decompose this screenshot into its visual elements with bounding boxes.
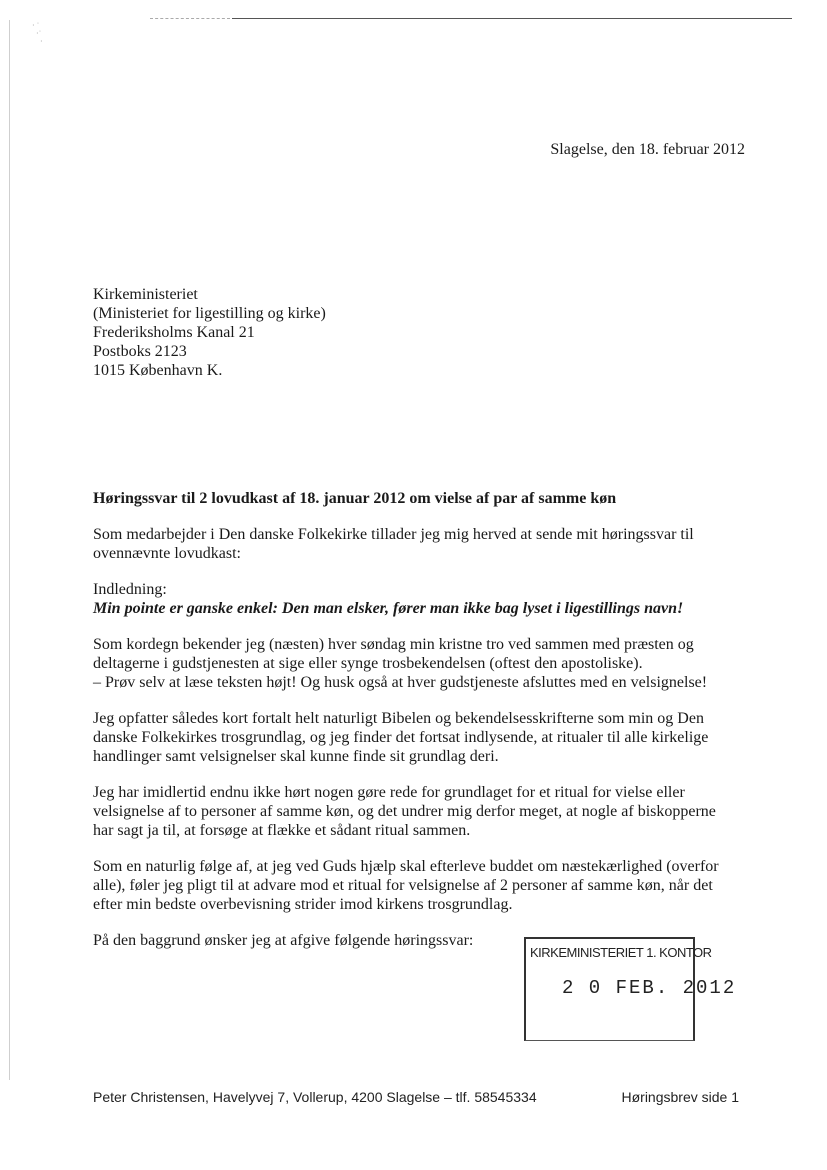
text-line: deltagerne i gudstjenesten at sige eller synge trosbekendelsen (oftest den apostoliske). — [93, 655, 643, 672]
text-line: handlinger samt velsignelser skal kunne finde sit grundlag deri. — [93, 748, 499, 765]
received-stamp — [524, 937, 737, 1041]
text-line: – Prøv selv at læse teksten højt! Og husk også at hver gudstjeneste afsluttes med en velsignelse! — [93, 674, 708, 691]
text-line: Jeg opfatter således kort fortalt helt naturligt Bibelen og bekendelsesskrifterne som min og Den — [93, 710, 704, 727]
section-heading: Indledning: — [93, 581, 167, 598]
text-line: Jeg har imidlertid endnu ikke hørt nogen gøre rede for grundlaget for et ritual for vielse eller — [93, 784, 685, 801]
text-line: efter min bedste overbevisning strider imod kirkens trosgrundlag. — [93, 896, 513, 913]
key-point: Min pointe er ganske enkel: Den man elsker, fører man ikke bag lyset i ligestillings navn! — [93, 600, 684, 617]
scan-dash-line — [150, 18, 230, 19]
text-line: Som kordegn bekender jeg (næsten) hver søndag min kristne tro ved sammen med præsten og — [93, 636, 694, 653]
text-line: alle), føler jeg pligt til at advare mod et ritual for velsignelse af 2 personer af samme køn, når det — [93, 877, 713, 894]
recipient-line: Kirkeministeriet — [93, 286, 198, 303]
paragraph — [93, 783, 741, 840]
text-line: ovennævnte lovudkast: — [93, 545, 241, 562]
recipient-line: Frederiksholms Kanal 21 — [93, 324, 255, 341]
recipient-line: (Ministeriet for ligestilling og kirke) — [93, 305, 326, 322]
top-rule-line — [232, 18, 792, 19]
footer-page-label: Høringsbrev side 1 — [621, 1089, 739, 1105]
text-line: har sagt ja til, at forsøge at flække et sådant ritual sammen. — [93, 822, 471, 839]
scan-left-edge — [9, 20, 10, 1080]
intro-paragraph — [93, 525, 741, 563]
text-line: danske Folkekirkes trosgrundlag, og jeg finder det fortsat indlysende, at ritualer til alle kirkelige — [93, 729, 709, 746]
scan-specks: · ˙ ·˙ · — [32, 21, 43, 46]
letter-body — [93, 489, 741, 967]
text-line: Som medarbejder i Den danske Folkekirke tillader jeg mig herved at sende mit høringssvar til — [93, 526, 694, 543]
text-line: Som en naturlig følge af, at jeg ved Guds hjælp skal efterleve buddet om næstekærlighed (overfor — [93, 858, 719, 875]
footer-sender: Peter Christensen, Havelyvej 7, Vollerup, 4200 Slagelse – tlf. 58545334 — [93, 1089, 537, 1105]
paragraph — [93, 857, 741, 914]
stamp-title: KIRKEMINISTERIET 1. KONTOR — [530, 945, 712, 960]
text-line: På den baggrund ønsker jeg at afgive følgende høringssvar: — [93, 932, 474, 949]
recipient-line: 1015 København K. — [93, 362, 223, 379]
paragraph — [93, 709, 741, 766]
text-line: velsignelse af to personer af samme køn, og det undrer mig derfor meget, at nogle af biskopperne — [93, 803, 716, 820]
introduction-section — [93, 580, 741, 618]
stamp-date: 2 0 FEB. 2012 — [562, 977, 737, 999]
recipient-line: Postboks 2123 — [93, 343, 187, 360]
place-date: Slagelse, den 18. februar 2012 — [550, 141, 745, 158]
letter-subject: Høringssvar til 2 lovudkast af 18. januar 2012 om vielse af par af samme køn — [93, 490, 617, 507]
recipient-address — [93, 285, 326, 380]
paragraph — [93, 635, 741, 692]
